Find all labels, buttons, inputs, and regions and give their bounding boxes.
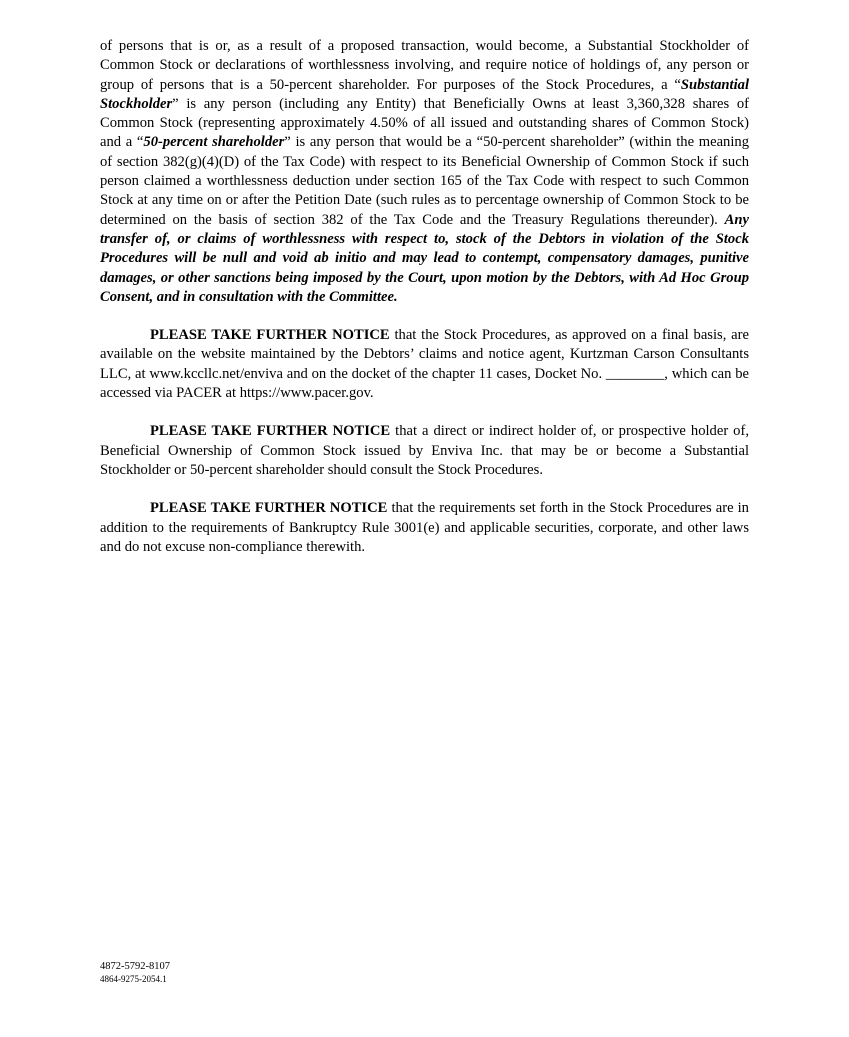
document-page [100,37,749,576]
notice-paragraph-holders-consult [100,422,749,480]
violation-warning: Any transfer of, or claims of worthlessness with respect to, stock of the Debtors in violation of the Stock Procedures will be null and void ab initio and may lead to contempt, compensatory damages, punitive damages, or other sanctions being imposed by the Court, upon motion by the Debtors, with Ad Hoc Group Consent, and in consultation with the Committee. [100,211,749,305]
definitions-paragraph [100,37,749,307]
notice-lead: PLEASE TAKE FURTHER NOTICE [150,327,390,344]
notice-lead: PLEASE TAKE FURTHER NOTICE [150,500,388,517]
definitions-text-1: of persons that is or, as a result of a proposed transaction, would become, a Substantial Stockholder of Common Stock or declarations of worthlessness involving, and require notice of holdings of, any person or group of persons that is a 50-percent shareholder. For purposes of the Stock Procedures, a “ [100,38,749,93]
term-substantial-stockholder: Substantial Stockholder [100,76,749,112]
notice-text: that the Stock Procedures, as approved on a final basis, are available on the website maintained by the Debtors’ claims and notice agent, Kurtzman Carson Consultants LLC, at www.kccllc.net/enviva and on the docket of the chapter 11 cases, Docket No. ________, which can be accessed via PACER at https://www.pacer.gov. [100,327,749,402]
notice-paragraph-additional-requirements [100,499,749,557]
definitions-text-2: ” is any person (including any Entity) that Beneficially Owns at least 3,360,328 shares of Common Stock (representing approximately 4.50% of all issued and outstanding shares of Common Stock) and a “ [100,95,749,151]
term-50-percent-shareholder: 50-percent shareholder [143,134,285,151]
document-id-secondary: 4864-9275-2054.1 [100,974,167,984]
notice-paragraph-procedures-availability [100,326,749,403]
definitions-text-3: ” is any person that would be a “50-percent shareholder” (within the meaning of section 382(g)(4)(D) of the Tax Code) with respect to its Beneficial Ownership of Common Stock if such person claimed a worthlessness deduction under section 165 of the Tax Code with respect to such Common Stock at any time on or after the Petition Date (such rules as to percentage ownership of Common Stock to be determined on the basis of section 382 of the Tax Code and the Treasury Regulations thereunder). [100,134,749,228]
notice-text: that the requirements set forth in the Stock Procedures are in addition to the requirements of Bankruptcy Rule 3001(e) and applicable securities, corporate, and other laws and do not excuse non-compliance therewith. [100,500,749,555]
notice-lead: PLEASE TAKE FURTHER NOTICE [150,423,391,440]
document-footer [100,960,170,985]
notice-text: that a direct or indirect holder of, or prospective holder of, Beneficial Ownership of Common Stock issued by Enviva Inc. that may be or become a Substantial Stockholder or 50-percent shareholder should consult the Stock Procedures. [100,423,749,478]
document-id-primary: 4872-5792-8107 [100,961,170,972]
